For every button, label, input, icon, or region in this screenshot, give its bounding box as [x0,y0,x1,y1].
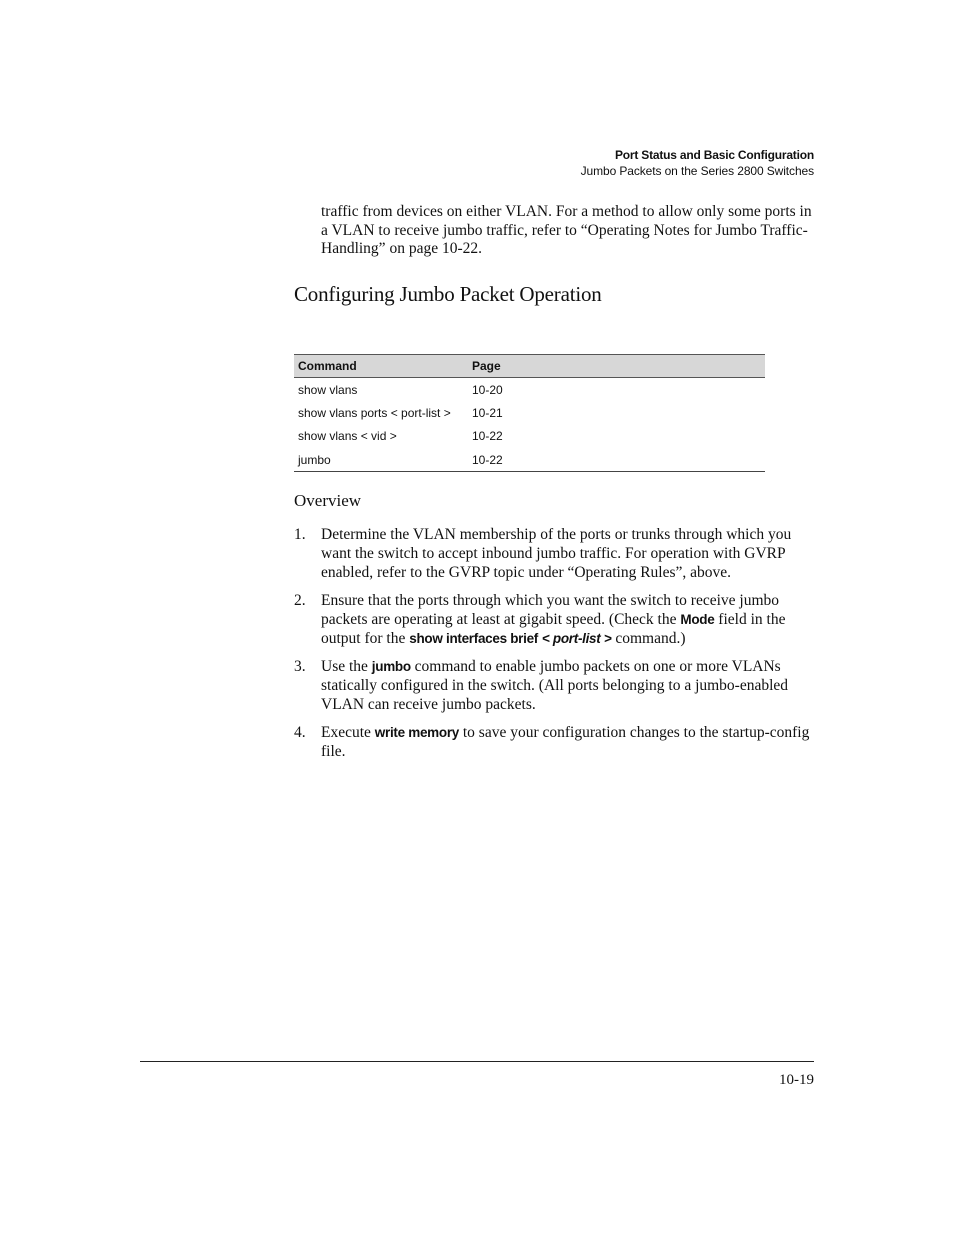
command-table [294,354,765,472]
table-row [294,401,765,424]
param-port-list: < port-list > [541,631,612,646]
list-item [294,525,814,582]
overview-steps-list [294,525,814,770]
command-jumbo: jumbo [371,659,411,674]
command-cell: show vlans [298,382,358,397]
list-item [294,723,814,761]
table-header-row [294,355,765,378]
table-row [294,425,765,448]
header-chapter-title: Port Status and Basic Configuration [614,148,814,162]
intro-paragraph: traffic from devices on either VLAN. For a method to allow only some ports in a VLAN to receive jumbo traffic, refer to “Operating Notes for Jumbo Traffic-Handling” on page 10-22. [321,203,812,258]
table-row [294,448,765,472]
overview-heading: Overview [294,491,362,510]
step-number: 4. [294,724,306,741]
list-item [294,591,814,648]
page-cell: 10-20 [472,382,503,397]
page-cell: 10-22 [472,429,503,444]
step-text: Execute [321,724,375,741]
page-cell: 10-21 [472,405,503,420]
list-item [294,657,814,714]
step-text: command.) [611,630,686,647]
step-text: Determine the VLAN membership of the ports or trunks through which you want the switch to accept inbound jumbo traffic. For operation with GVRP enabled, refer to the GVRP topic under “Operating Rules”, above. [321,526,792,581]
column-header-command: Command [294,355,468,378]
section-title: Configuring Jumbo Packet Operation [294,282,602,306]
table-row [294,378,765,402]
step-text: command to enable jumbo packets on one or more VLANs statically configured in the switch. (All ports belonging to a jumbo-enabled VLAN can receive jumbo packets. [321,658,789,713]
running-header [581,147,814,179]
step-text: to save your configuration changes to the startup-config file. [321,724,810,760]
footer-divider [140,1061,814,1062]
step-number: 2. [294,592,306,609]
command-show-interfaces-brief: show interfaces brief [409,631,538,646]
command-cell: show vlans < vid > [298,429,397,444]
step-number: 3. [294,658,306,675]
command-cell: jumbo [294,448,468,472]
command-write-memory: write memory [374,725,459,740]
page-number: 10-19 [779,1072,814,1088]
keyword-mode: Mode [680,612,715,627]
step-text: field in the output for the [321,611,786,647]
step-number: 1. [294,526,306,543]
header-section-title: Jumbo Packets on the Series 2800 Switches [580,164,814,178]
column-header-page: Page [468,355,765,378]
step-text: Use the [321,658,372,675]
step-text: Ensure that the ports through which you want the switch to receive jumbo packets are operating at least at gigabit speed. (Check the [321,592,780,628]
command-cell: show vlans ports < port-list > [298,405,451,420]
page-cell: 10-22 [468,448,765,472]
